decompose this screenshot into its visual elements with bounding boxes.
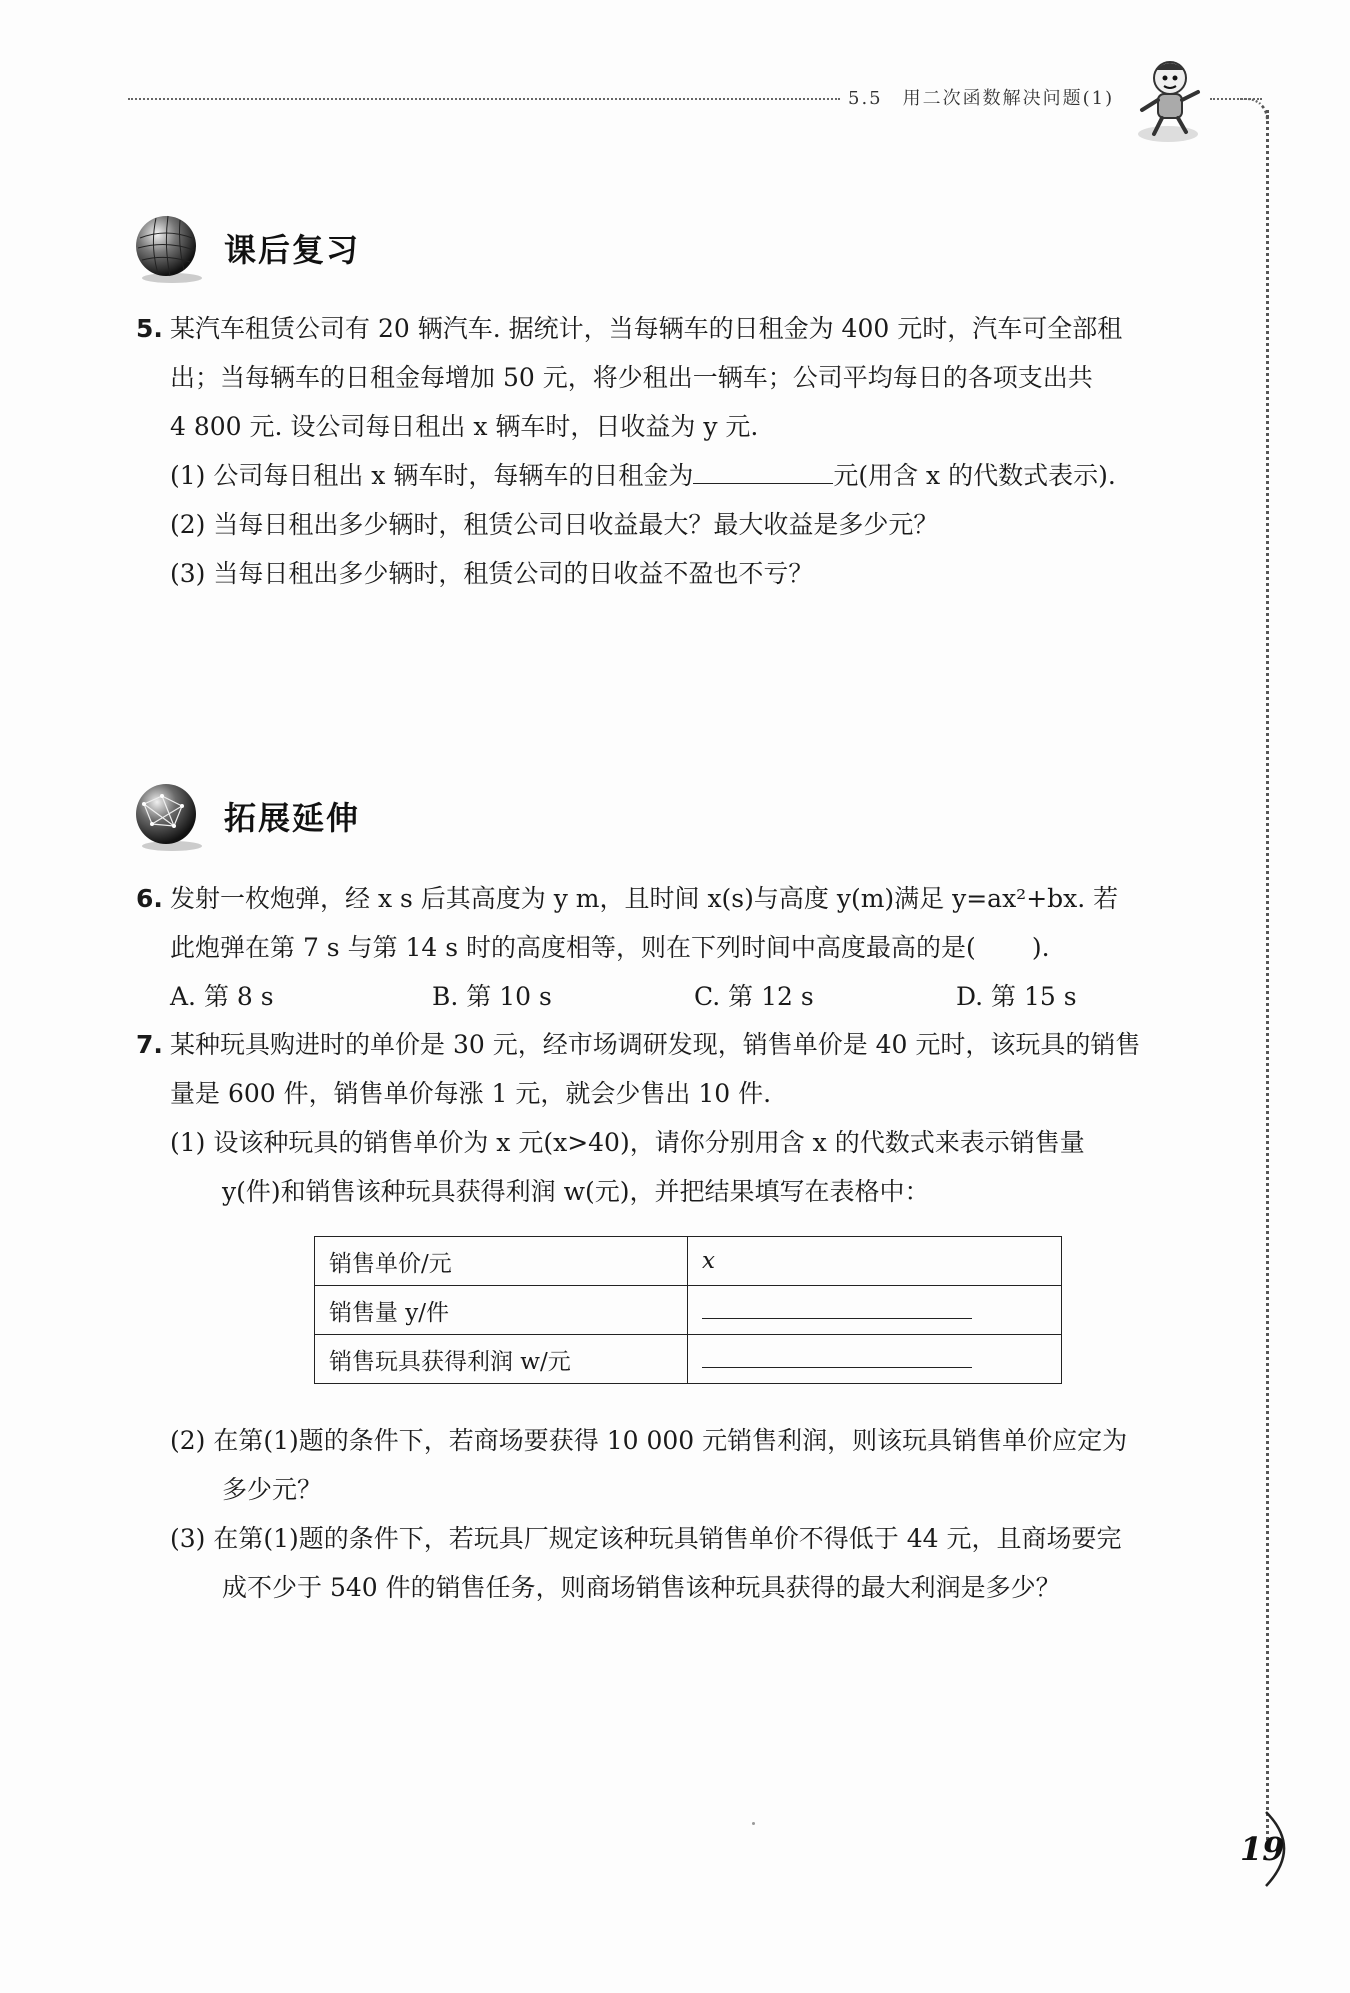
section-title-extension: 拓展延伸 bbox=[224, 799, 361, 837]
choice-b[interactable]: B. 第 10 s bbox=[432, 982, 552, 1011]
section-header-extension bbox=[128, 776, 360, 856]
globe-icon bbox=[128, 208, 208, 288]
q5-stem-line2: 出；当每辆车的日租金每增加 50 元，将少租出一辆车；公司平均每日的各项支出共 bbox=[170, 363, 1093, 392]
question-7 bbox=[136, 1020, 1226, 1216]
q7-sub2-line1: (2) 在第(1)题的条件下，若商场要获得 10 000 元销售利润，则该玩具销售单价应定为 bbox=[170, 1426, 1128, 1455]
q5-sub3: (3) 当每日租出多少辆时，租赁公司的日收益不盈也不亏？ bbox=[170, 559, 814, 588]
mascot-icon bbox=[1128, 52, 1208, 144]
q6-choices bbox=[136, 972, 1226, 1021]
choice-c[interactable]: C. 第 12 s bbox=[694, 982, 814, 1011]
q5-sub2: (2) 当每日租出多少辆时，租赁公司日收益最大？最大收益是多少元？ bbox=[170, 510, 939, 539]
q5-sub1-prefix: (1) 公司每日租出 x 辆车时，每辆车的日租金为 bbox=[170, 461, 694, 490]
section-title-review: 课后复习 bbox=[224, 231, 361, 269]
table-answer-cell[interactable] bbox=[688, 1335, 1062, 1384]
table-row bbox=[315, 1335, 1062, 1384]
choice-a[interactable]: A. 第 8 s bbox=[170, 982, 274, 1011]
question-number: 5. bbox=[136, 314, 163, 343]
q7-sub3-line1: (3) 在第(1)题的条件下，若玩具厂规定该种玩具销售单价不得低于 44 元，且商场要完 bbox=[170, 1524, 1122, 1553]
header-dotted-rule bbox=[128, 98, 840, 100]
q7-sub3-line2: 成不少于 540 件的销售任务，则商场销售该种玩具获得的最大利润是多少？ bbox=[222, 1573, 1061, 1602]
answer-line[interactable] bbox=[702, 1296, 972, 1319]
table-value-cell: x bbox=[688, 1237, 1062, 1286]
question-number: 7. bbox=[136, 1030, 163, 1059]
question-number: 6. bbox=[136, 884, 163, 913]
table-row bbox=[315, 1237, 1062, 1286]
q5-stem-line3: 4 800 元. 设公司每日租出 x 辆车时，日收益为 y 元. bbox=[170, 412, 759, 441]
page-number: 19 bbox=[1240, 1830, 1285, 1868]
section-header-review bbox=[128, 208, 360, 288]
q7-stem-line1: 某种玩具购进时的单价是 30 元，经市场调研发现，销售单价是 40 元时，该玩具的销售 bbox=[170, 1030, 1141, 1059]
q5-stem-line1: 某汽车租赁公司有 20 辆汽车. 据统计，当每辆车的日租金为 400 元时，汽车可全部租 bbox=[170, 314, 1123, 343]
question-6 bbox=[136, 874, 1226, 1021]
answer-blank[interactable] bbox=[693, 459, 833, 484]
network-globe-icon bbox=[128, 776, 208, 856]
q6-stem-line2-end: ). bbox=[1031, 933, 1050, 962]
table-label-cell: 销售量 y/件 bbox=[315, 1286, 688, 1335]
table-row bbox=[315, 1286, 1062, 1335]
q6-stem-line1: 发射一枚炮弹，经 x s 后其高度为 y m，且时间 x(s)与高度 y(m)满足 y=ax²+bx. 若 bbox=[170, 884, 1119, 913]
page-corner-rule bbox=[1240, 98, 1269, 120]
q7-sub1-line1: (1) 设该种玩具的销售单价为 x 元(x>40)，请你分别用含 x 的代数式来表示销售量 bbox=[170, 1128, 1085, 1157]
table-label-cell: 销售玩具获得利润 w/元 bbox=[315, 1335, 688, 1384]
q7-stem-line2: 量是 600 件，销售单价每涨 1 元，就会少售出 10 件. bbox=[170, 1079, 772, 1108]
header-section-ref: 5.5 用二次函数解决问题(1) bbox=[848, 88, 1115, 109]
side-dotted-rule bbox=[1266, 110, 1269, 1840]
q5-sub1-suffix: 元(用含 x 的代数式表示). bbox=[833, 461, 1116, 490]
answer-line[interactable] bbox=[702, 1345, 972, 1368]
question-7-continued bbox=[136, 1416, 1226, 1612]
q6-stem-line2: 此炮弹在第 7 s 与第 14 s 时的高度相等，则在下列时间中高度最高的是( bbox=[170, 933, 976, 962]
table-label-cell: 销售单价/元 bbox=[315, 1237, 688, 1286]
scan-speck bbox=[752, 1822, 755, 1825]
choice-d[interactable]: D. 第 15 s bbox=[956, 982, 1077, 1011]
q7-sub2-line2: 多少元？ bbox=[222, 1475, 323, 1504]
answer-table bbox=[314, 1236, 1062, 1384]
table-answer-cell[interactable] bbox=[688, 1286, 1062, 1335]
question-5 bbox=[136, 304, 1226, 598]
q7-sub1-line2: y(件)和销售该种玩具获得利润 w(元)，并把结果填写在表格中： bbox=[222, 1177, 930, 1206]
